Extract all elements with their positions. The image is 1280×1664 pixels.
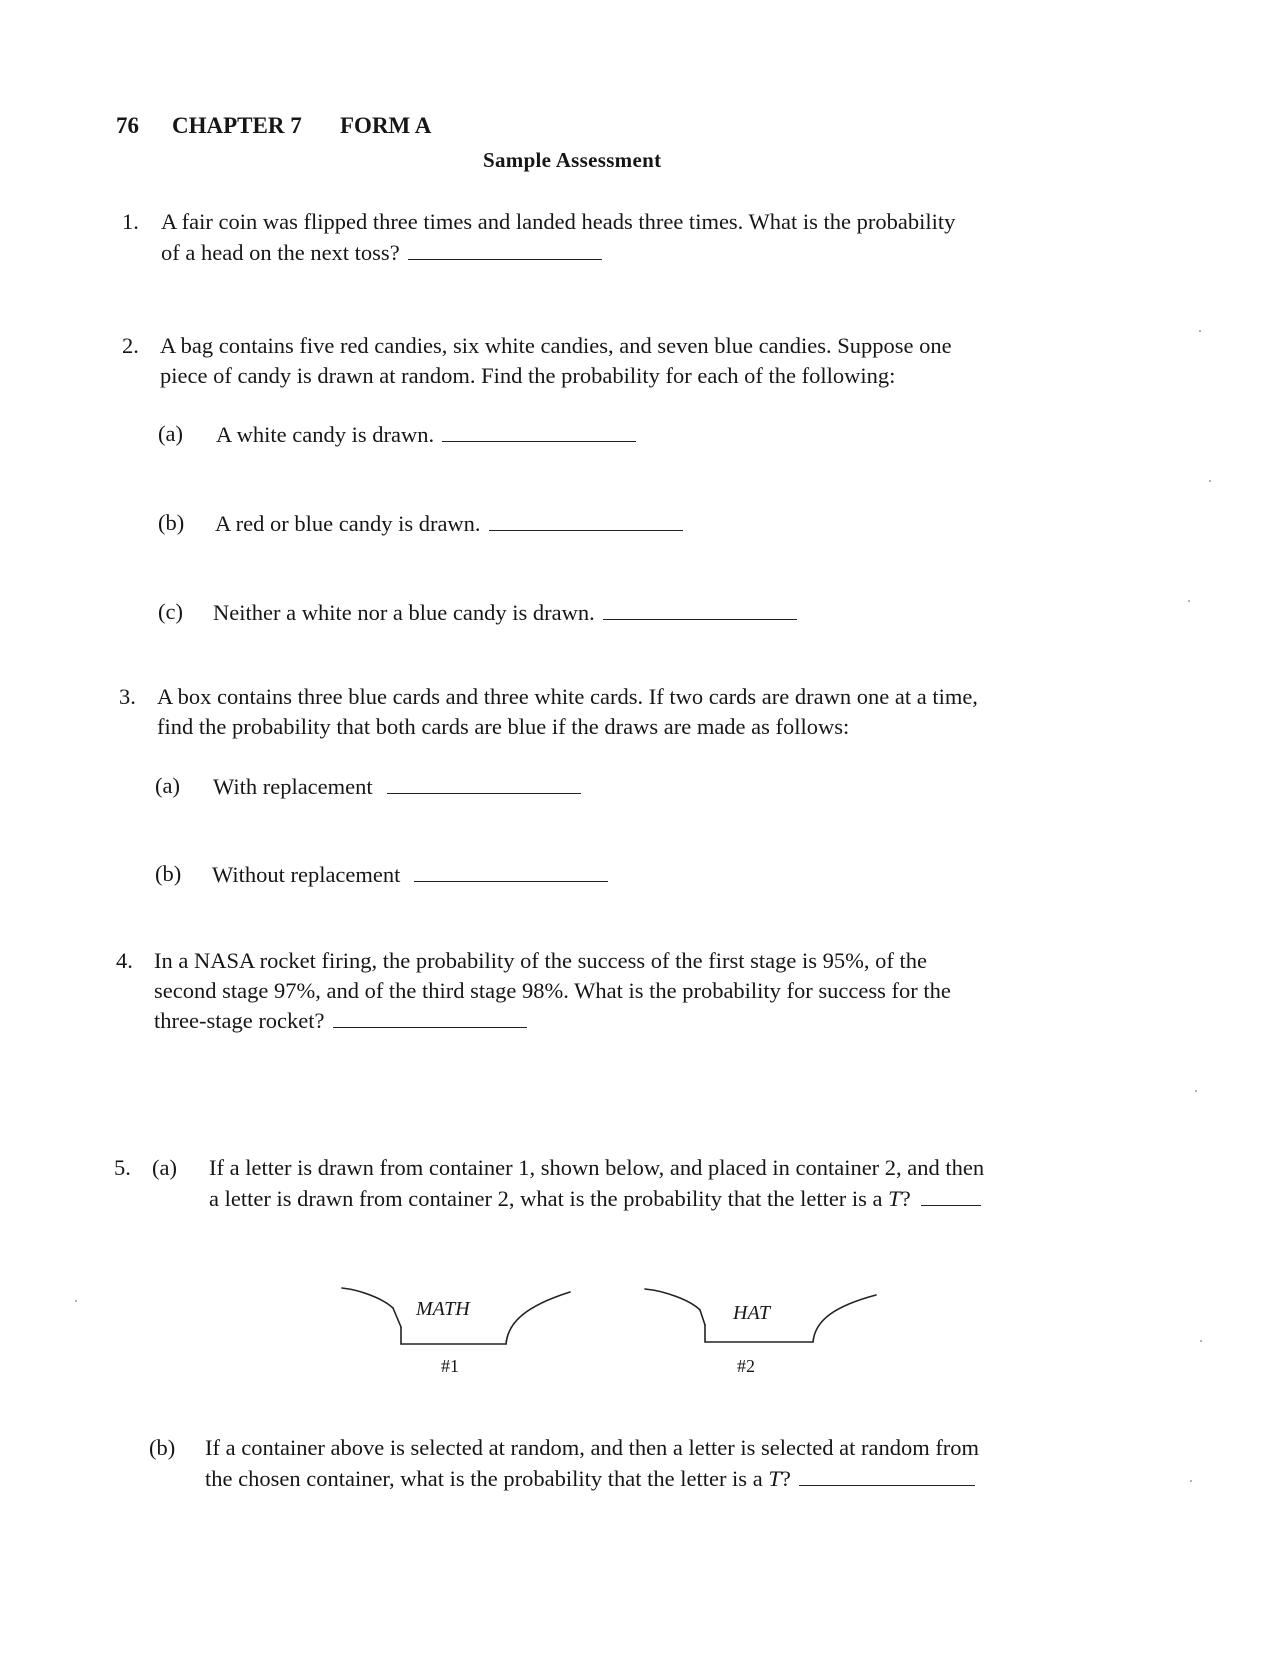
question-4-line-3 bbox=[154, 1005, 527, 1036]
question-3-number: 3. bbox=[119, 684, 136, 709]
page-number: 76 bbox=[116, 113, 139, 138]
question-1-number: 1. bbox=[122, 209, 139, 234]
answer-blank-3b[interactable] bbox=[414, 859, 608, 882]
form-label: FORM A bbox=[340, 113, 432, 138]
question-2a-line bbox=[216, 419, 636, 450]
answer-blank-4[interactable] bbox=[333, 1005, 527, 1028]
container-1-label: #1 bbox=[441, 1356, 459, 1376]
question-4-number: 4. bbox=[116, 948, 133, 973]
question-2c-text: Neither a white nor a blue candy is drawn. bbox=[213, 600, 595, 625]
container-1-letters: MATH bbox=[416, 1298, 470, 1320]
question-3a-text: With replacement bbox=[213, 774, 373, 799]
question-5a-line-1: If a letter is drawn from container 1, shown below, and placed in container 2, and then bbox=[209, 1155, 985, 1180]
question-1-text: of a head on the next toss? bbox=[161, 240, 400, 265]
question-3a-line bbox=[213, 771, 581, 802]
question-5a-letter: T bbox=[888, 1186, 901, 1211]
question-2c-line bbox=[213, 597, 797, 628]
answer-blank-2a[interactable] bbox=[442, 419, 636, 442]
question-2b-text: A red or blue candy is drawn. bbox=[215, 511, 481, 536]
question-3b-line bbox=[212, 859, 608, 890]
question-5b-label: (b) bbox=[149, 1435, 176, 1460]
question-5a-text: a letter is drawn from container 2, what is the probability that the letter is a bbox=[209, 1186, 889, 1211]
container-2-letters: HAT bbox=[733, 1302, 771, 1324]
scan-speck bbox=[1200, 1340, 1202, 1342]
scan-speck bbox=[1195, 1090, 1197, 1092]
question-5b-qmark: ? bbox=[780, 1466, 791, 1491]
question-5a-qmark: ? bbox=[900, 1186, 911, 1211]
question-5b-letter: T bbox=[768, 1466, 781, 1491]
scan-speck bbox=[1188, 600, 1190, 602]
question-4-text: three-stage rocket? bbox=[154, 1008, 325, 1033]
question-2b-line bbox=[215, 508, 683, 539]
page-subtitle: Sample Assessment bbox=[483, 148, 662, 172]
question-1-line-1: A fair coin was flipped three times and landed heads three times. What is the probability bbox=[161, 209, 956, 234]
question-3b-label: (b) bbox=[155, 861, 182, 886]
scan-speck bbox=[75, 1300, 77, 1302]
question-3a-label: (a) bbox=[155, 773, 180, 798]
answer-blank-5b[interactable] bbox=[799, 1463, 975, 1486]
question-2-line-2: piece of candy is drawn at random. Find the probability for each of the following: bbox=[160, 363, 896, 388]
question-2-number: 2. bbox=[122, 333, 139, 358]
question-5a-line-2 bbox=[209, 1183, 981, 1214]
scan-speck bbox=[1199, 330, 1201, 332]
question-2b-label: (b) bbox=[158, 510, 185, 535]
scan-speck bbox=[1209, 480, 1211, 482]
question-5-number: 5. bbox=[114, 1155, 131, 1180]
question-3b-text: Without replacement bbox=[212, 862, 401, 887]
answer-blank-3a[interactable] bbox=[387, 771, 581, 794]
question-2-line-1: A bag contains five red candies, six white candies, and seven blue candies. Suppose one bbox=[160, 333, 952, 358]
answer-blank-5a[interactable] bbox=[921, 1183, 981, 1206]
question-5b-line-1: If a container above is selected at random, and then a letter is selected at random from bbox=[205, 1435, 980, 1460]
question-2a-text: A white candy is drawn. bbox=[216, 422, 435, 447]
question-3-line-2: find the probability that both cards are blue if the draws are made as follows: bbox=[157, 714, 850, 739]
question-4-line-1: In a NASA rocket firing, the probability of the success of the first stage is 95%, of the bbox=[154, 948, 927, 973]
question-1-line-2 bbox=[161, 237, 602, 268]
question-3-line-1: A box contains three blue cards and three white cards. If two cards are drawn one at a time, bbox=[157, 684, 978, 709]
question-2c-label: (c) bbox=[158, 599, 183, 624]
question-2a-label: (a) bbox=[158, 421, 183, 446]
container-2-label: #2 bbox=[737, 1356, 755, 1376]
question-4-line-2: second stage 97%, and of the third stage 98%. What is the probability for success for the bbox=[154, 978, 951, 1003]
scan-speck bbox=[1190, 1480, 1192, 1482]
answer-blank-2b[interactable] bbox=[489, 508, 683, 531]
question-5b-text: the chosen container, what is the probability that the letter is a bbox=[205, 1466, 769, 1491]
chapter-title: CHAPTER 7 bbox=[172, 113, 302, 138]
answer-blank-2c[interactable] bbox=[603, 597, 797, 620]
answer-blank-1[interactable] bbox=[408, 237, 602, 260]
question-5b-line-2 bbox=[205, 1463, 975, 1494]
question-5a-label: (a) bbox=[152, 1155, 177, 1180]
